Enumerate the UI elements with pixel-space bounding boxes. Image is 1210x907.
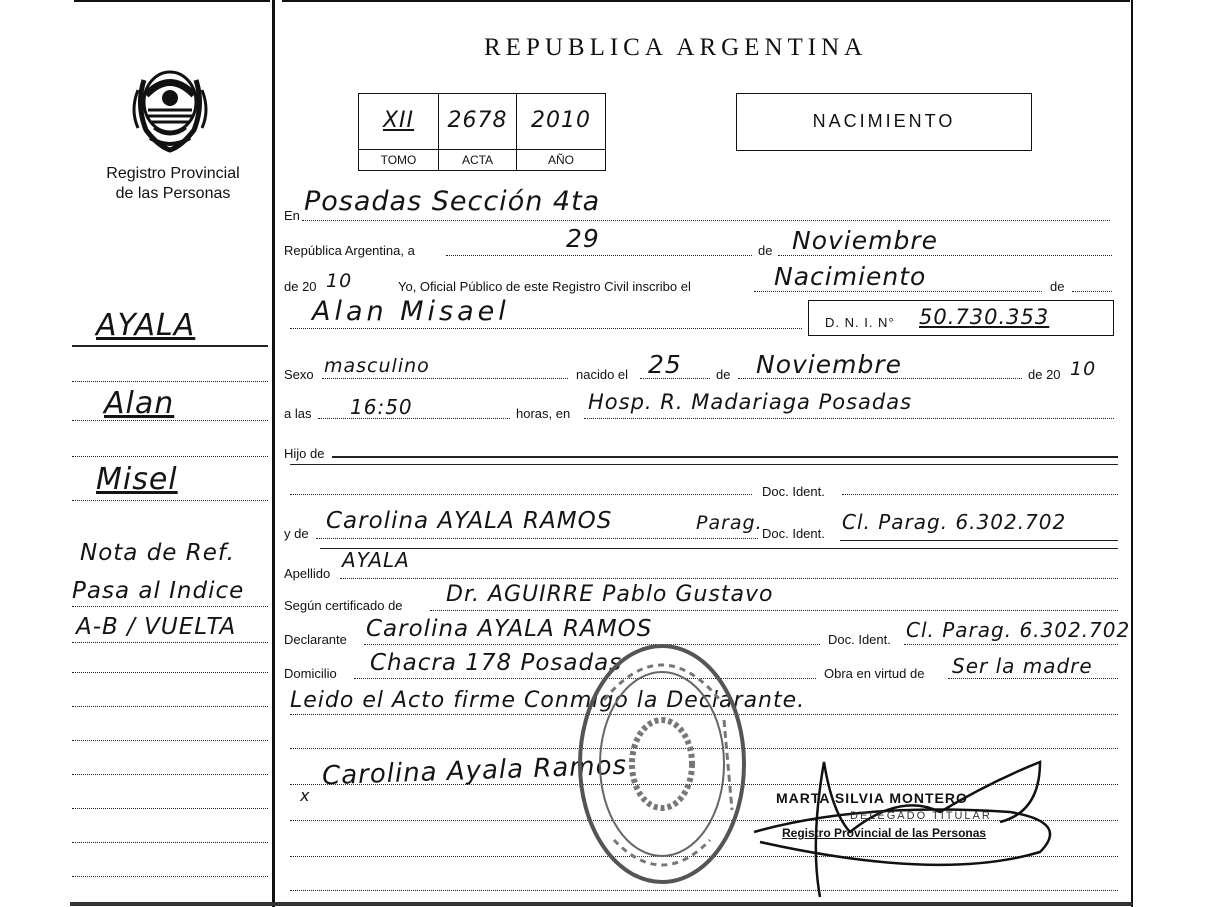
- margin-line: [72, 706, 268, 707]
- form-line: [290, 494, 752, 495]
- form-line: [302, 220, 1110, 221]
- form-line: [290, 464, 1118, 465]
- oficial-label: Yo, Oficial Público de este Registro Civil inscribo el: [398, 279, 691, 294]
- form-line: [430, 610, 1118, 611]
- registro-line1: Registro Provincial: [106, 165, 240, 182]
- form-line: [290, 328, 802, 329]
- declarante-doc: Cl. Parag. 6.302.702: [906, 618, 1131, 642]
- official-stamp-icon: [574, 640, 750, 888]
- declarante-label: Declarante: [284, 632, 347, 647]
- dia-value: 29: [566, 224, 600, 253]
- lugar-value: Hosp. R. Madariaga Posadas: [588, 390, 913, 414]
- dni-label: D. N. I. N°: [825, 315, 895, 330]
- de-label2: de: [1050, 279, 1065, 294]
- left-panel-border: [272, 0, 275, 907]
- leido-value: Leido el Acto firme Conmigo la Declarante.: [290, 688, 806, 713]
- republica-label: República Argentina, a: [284, 243, 415, 258]
- de-2010-label: de 20: [284, 279, 317, 294]
- de-label: de: [758, 243, 773, 258]
- form-line: [738, 378, 1022, 379]
- en-label: En: [284, 208, 300, 223]
- margin-line: [72, 420, 268, 421]
- domicilio-value: Chacra 178 Posadas: [370, 650, 623, 676]
- form-line: [322, 378, 568, 379]
- margin-line: [72, 842, 268, 843]
- margin-line: [72, 345, 268, 347]
- nacido-mes: Noviembre: [756, 350, 902, 379]
- top-border-right: [282, 0, 1130, 2]
- cross-mark: x: [300, 786, 311, 805]
- madre-value: Carolina AYALA RAMOS: [326, 508, 613, 534]
- margin-line: [72, 808, 268, 809]
- form-line: [948, 678, 1118, 679]
- madre-nac: Parag.: [696, 512, 763, 534]
- margin-nota-line3: A-B / VUELTA: [76, 614, 237, 640]
- mes-value: Noviembre: [792, 226, 938, 255]
- dni-box: [808, 300, 1114, 336]
- nacido-anio: 10: [1070, 358, 1097, 380]
- declarante-value: Carolina AYALA RAMOS: [366, 616, 653, 642]
- bottom-border: [70, 902, 1132, 906]
- nombre-value: Alan Misael: [312, 296, 510, 327]
- form-line: [840, 540, 1118, 541]
- anio-label: AÑO: [517, 149, 605, 170]
- obra-label: Obra en virtud de: [824, 666, 925, 681]
- form-line: [778, 255, 1112, 256]
- form-line: [318, 418, 510, 419]
- anio-value: 2010: [531, 108, 591, 133]
- oficial-cargo: DELEGADO TITULAR: [850, 810, 992, 822]
- anio-cell: [517, 94, 605, 170]
- apellido-value: AYALA: [342, 548, 410, 572]
- tomo-value: XII: [382, 108, 415, 133]
- domicilio-label: Domicilio: [284, 666, 337, 681]
- margin-nombre1: Alan: [104, 386, 175, 421]
- doc-ident-label2: Doc. Ident.: [762, 526, 825, 541]
- margin-line: [72, 774, 268, 775]
- hora-value: 16:50: [350, 395, 413, 419]
- alas-label: a las: [284, 406, 312, 421]
- form-line: [754, 291, 1042, 292]
- registro-title: [88, 164, 258, 204]
- form-line: [320, 548, 1118, 549]
- form-line: [904, 644, 1118, 645]
- certificado-value: Dr. AGUIRRE Pablo Gustavo: [446, 582, 774, 607]
- horas-label: horas, en: [516, 406, 571, 421]
- registro-line2: de las Personas: [115, 185, 231, 202]
- margin-line: [72, 642, 268, 643]
- form-line: [584, 418, 1114, 419]
- sexo-value: masculino: [324, 355, 430, 377]
- hijo-label: Hijo de: [284, 446, 325, 461]
- sexo-label: Sexo: [284, 367, 314, 382]
- margin-nota-line2: Pasa al Indice: [72, 578, 245, 604]
- page-title: REPUBLICA ARGENTINA: [484, 34, 868, 61]
- margin-nota-line1: Nota de Ref.: [80, 540, 235, 566]
- de-label3: de: [716, 367, 731, 382]
- margin-line: [72, 456, 268, 457]
- margin-line: [72, 381, 268, 382]
- margin-line: [72, 740, 268, 741]
- de-20-label: de 20: [1028, 367, 1061, 382]
- dni-value: 50.730.353: [919, 305, 1050, 329]
- form-line: [316, 538, 758, 539]
- doc-ident-label: Doc. Ident.: [762, 484, 825, 499]
- oficial-org: Registro Provincial de las Personas: [782, 826, 987, 840]
- form-line: [446, 255, 752, 256]
- form-line: [340, 578, 1118, 579]
- inscribo-value: Nacimiento: [774, 262, 927, 291]
- margin-nombre2: Misel: [96, 462, 178, 497]
- yde-label: y de: [284, 526, 309, 541]
- margin-apellido: AYALA: [96, 308, 196, 343]
- tomo-acta-box: [358, 93, 606, 171]
- acta-label: ACTA: [439, 149, 516, 170]
- anio-suffix: 10: [326, 270, 353, 292]
- en-value: Posadas Sección 4ta: [304, 186, 601, 217]
- doc-ident-label3: Doc. Ident.: [828, 632, 891, 647]
- top-border-left: [74, 0, 270, 2]
- form-line: [842, 494, 1118, 495]
- obra-value: Ser la madre: [952, 654, 1093, 678]
- margin-line: [72, 500, 268, 501]
- nacido-dia: 25: [648, 350, 682, 379]
- provincial-seal-icon: [124, 50, 216, 156]
- margin-line: [72, 672, 268, 673]
- nacido-label: nacido el: [576, 367, 629, 382]
- form-line: [332, 456, 1118, 458]
- acta-value: 2678: [447, 108, 508, 133]
- form-line: [640, 378, 710, 379]
- firma-madre: Carolina Ayala Ramos: [321, 750, 628, 792]
- acta-tipo-box: NACIMIENTO: [736, 93, 1032, 151]
- acta-cell: [439, 94, 517, 170]
- oficial-nombre: MARTA SILVIA MONTERO: [776, 790, 968, 806]
- madre-doc: Cl. Parag. 6.302.702: [842, 510, 1067, 534]
- apellido-label: Apellido: [284, 566, 331, 581]
- tomo-cell: [359, 94, 439, 170]
- margin-line: [72, 876, 268, 877]
- right-border: [1131, 0, 1133, 907]
- margin-line: [72, 606, 268, 607]
- certificado-label: Según certificado de: [284, 598, 403, 613]
- form-line: [1072, 291, 1112, 292]
- tomo-label: TOMO: [359, 149, 438, 170]
